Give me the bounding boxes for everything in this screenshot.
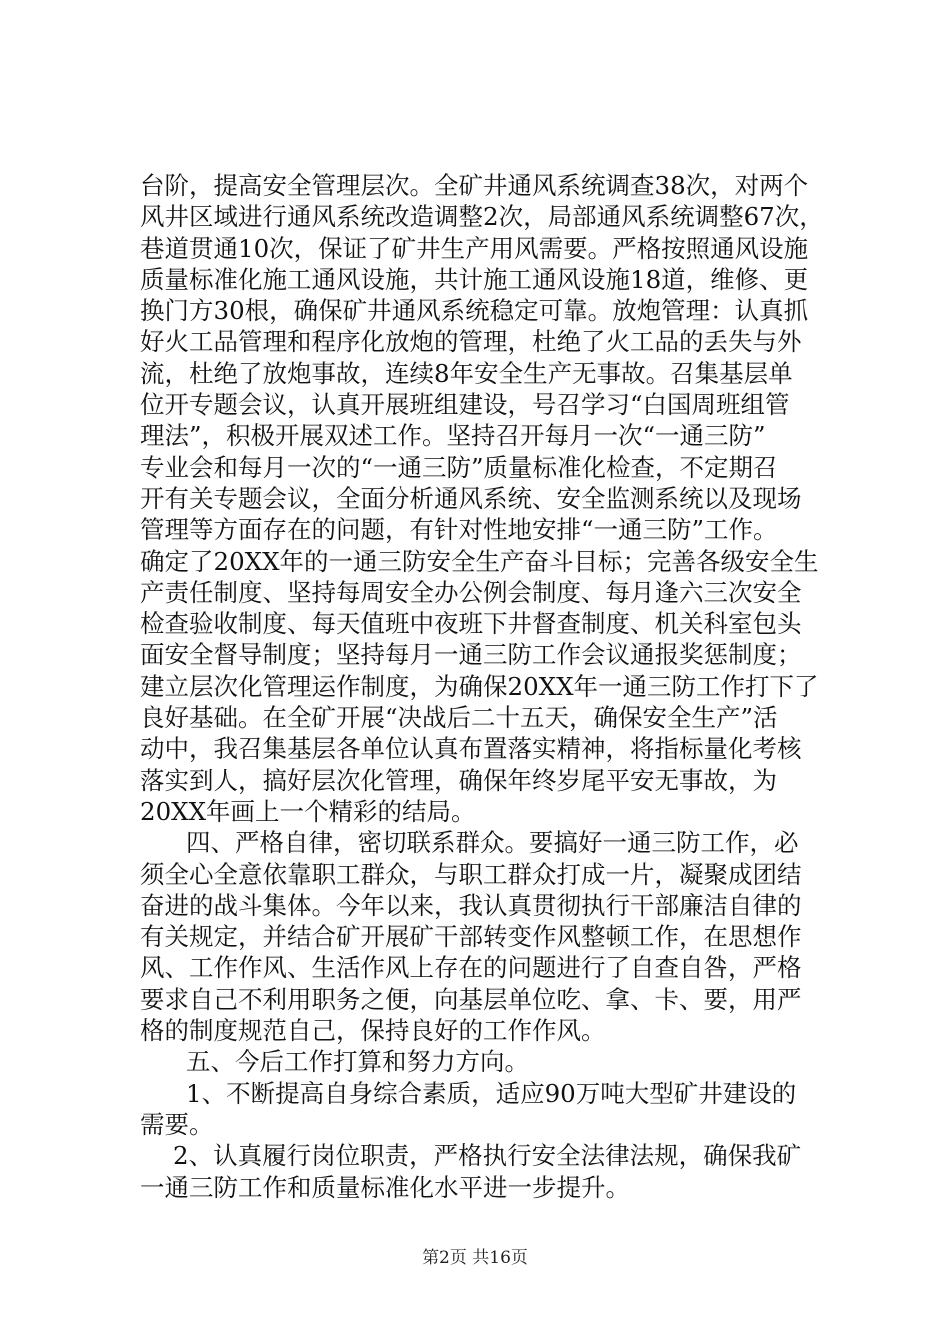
text-line: 落实到人，搞好层次化管理，确保年终岁尾平安无事故，为 <box>140 765 777 795</box>
text-line: 开有关专题会议，全面分析通风系统、安全监测系统以及现场 <box>140 483 802 513</box>
text-line: 专业会和每月一次的“一通三防”质量标准化检查，不定期召 <box>140 452 778 482</box>
text-line: 奋进的战斗集体。今年以来，我认真贯彻执行干部廉洁自律的 <box>140 890 802 920</box>
list-item-line: 1、不断提高自身综合素质，适应90万吨大型矿井建设的 <box>186 1078 797 1108</box>
text-line: 质量标准化施工通风设施，共计施工通风设施18道，维修、更 <box>140 264 809 294</box>
text-line: 面安全督导制度；坚持每月一通三防工作会议通报奖惩制度； <box>140 640 802 670</box>
section-heading-line: 五、今后工作打算和努力方向。 <box>186 1047 529 1077</box>
text-line: 20XX年画上一个精彩的结局。 <box>140 796 476 826</box>
list-item-line: 2、认真履行岗位职责，严格执行安全法律法规，确保我矿 <box>173 1141 802 1171</box>
text-line: 良好基础。在全矿开展“决战后二十五天，确保安全生产”活 <box>140 703 778 733</box>
text-line: 检查验收制度、每天值班中夜班下井督查制度、机关科室包头 <box>140 609 802 639</box>
text-line: 位开专题会议，认真开展班组建设，号召学习“白国周班组管 <box>140 390 790 420</box>
text-line: 产责任制度、坚持每周安全办公例会制度、每月逢六三次安全 <box>140 577 802 607</box>
page-number-footer: 第2页 共16页 <box>422 1248 528 1268</box>
text-line: 需要。 <box>140 1109 214 1139</box>
text-line: 理法”，积极开展双述工作。坚持召开每月一次“一通三防” <box>140 421 766 451</box>
paragraph-start-line: 四、严格自律，密切联系群众。要搞好一通三防工作，必 <box>186 828 799 858</box>
text-line: 一通三防工作和质量标准化水平进一步提升。 <box>140 1172 630 1202</box>
text-line: 确定了20XX年的一通三防安全生产奋斗目标；完善各级安全生 <box>140 546 819 576</box>
text-line: 巷道贯通10次，保证了矿井生产用风需要。严格按照通风设施 <box>140 233 809 263</box>
text-line: 须全心全意依靠职工群众，与职工群众打成一片，凝聚成团结 <box>140 859 802 889</box>
text-line: 风、工作作风、生活作风上存在的问题进行了自查自咎，严格 <box>140 953 802 983</box>
text-line: 格的制度规范自己，保持良好的工作作风。 <box>140 1016 606 1046</box>
body-text <box>140 170 840 1203</box>
text-line: 建立层次化管理运作制度，为确保20XX年一通三防工作打下了 <box>140 671 819 701</box>
text-line: 好火工品管理和程序化放炮的管理，杜绝了火工品的丢失与外 <box>140 327 802 357</box>
text-line: 风井区域进行通风系统改造调整2次，局部通风系统调整67次， <box>140 202 824 232</box>
text-line: 动中，我召集基层各单位认真布置落实精神，将指标量化考核 <box>140 734 802 764</box>
text-line: 要求自己不利用职务之便，向基层单位吃、拿、卡、要，用严 <box>140 984 802 1014</box>
text-line: 流，杜绝了放炮事故，连续8年安全生产无事故。召集基层单 <box>140 358 793 388</box>
text-line: 台阶，提高安全管理层次。全矿井通风系统调查38次，对两个 <box>140 171 809 200</box>
text-line: 有关规定，并结合矿开展矿干部转变作风整顿工作，在思想作 <box>140 922 802 952</box>
text-line: 管理等方面存在的问题，有针对性地安排“一通三防”工作。 <box>140 515 778 545</box>
text-line: 换门方30根，确保矿井通风系统稳定可靠。放炮管理：认真抓 <box>140 296 809 326</box>
